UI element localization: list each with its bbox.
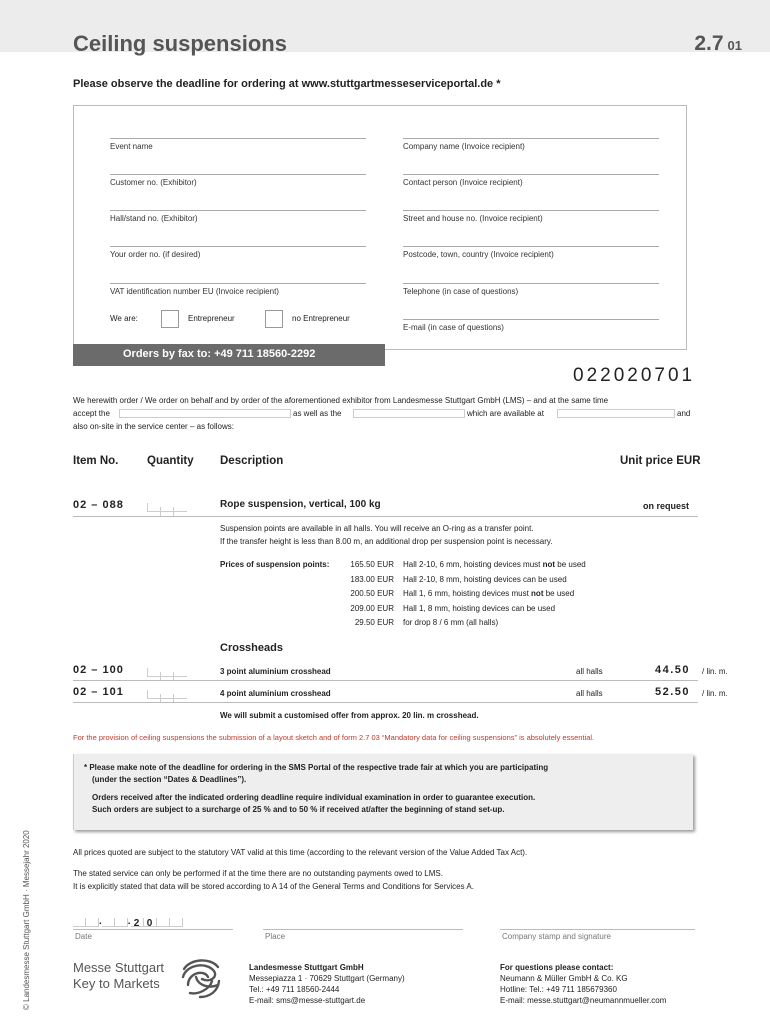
fax-bar: Orders by fax to: +49 711 18560-2292 <box>73 344 385 366</box>
copyright-side-text: © Landesmesse Stuttgart GmbH · Messejahr 2020 <box>22 830 31 1010</box>
terms-line-3: It is explicitly stated that data will be stored according to A 14 of the General Terms and Conditions for Services A. <box>73 882 474 891</box>
contact-title: For questions please contact: <box>500 963 614 972</box>
company-name-field[interactable]: Company name (Invoice recipient) <box>403 138 659 151</box>
quantity-input-3point[interactable] <box>147 668 187 677</box>
price-row <box>220 558 700 573</box>
price-desc-tail: be used <box>555 560 586 569</box>
rope-note-1: Suspension points are available in all halls. You will receive an O-ring as a transfer point. <box>220 524 534 533</box>
event-name-field[interactable]: Event name <box>110 138 366 151</box>
page-title: Ceiling suspensions <box>73 31 287 56</box>
lms-address <box>249 962 405 1006</box>
intro-accept: accept the <box>73 409 110 418</box>
col-unit-price: Unit price EUR <box>620 455 701 467</box>
quantity-input-4point[interactable] <box>147 690 187 699</box>
item-code-rope: 02 – 088 <box>73 499 124 511</box>
price-amount: 29.50 EUR <box>354 618 394 627</box>
telephone-field[interactable]: Telephone (in case of questions) <box>403 283 659 296</box>
date-label: Date <box>75 932 92 941</box>
stamp-line[interactable] <box>500 929 695 930</box>
entrepreneur-label: Entrepreneur <box>188 314 235 323</box>
divider <box>73 702 698 703</box>
price-desc-bold: not <box>542 560 556 569</box>
crossheads-title: Crossheads <box>220 642 283 654</box>
form-number <box>694 32 742 56</box>
contact-email: E-mail: messe.stuttgart@neumannmueller.com <box>500 996 667 1005</box>
place-label: Place <box>265 932 286 941</box>
form-number-main: 2.7 <box>694 32 724 55</box>
crosshead-offer: We will submit a customised offer from approx. 20 lin. m crosshead. <box>220 711 479 720</box>
notice-line-3: Orders received after the indicated ordering deadline require individual examination in order to guarantee execution. <box>92 793 536 802</box>
intro-line-2 <box>73 407 693 420</box>
contact-address <box>500 962 666 1006</box>
crosshead-3point-halls: all halls <box>576 667 603 676</box>
prices-label: Prices of suspension points: <box>220 560 330 569</box>
logo-line-1: Messe Stuttgart <box>73 960 165 975</box>
rope-note-2: If the transfer height is less than 8.00 m, an additional drop per suspension point is necessary. <box>220 537 553 546</box>
lms-phone: Tel.: +49 711 18560-2444 <box>249 985 340 994</box>
lms-email: E-mail: sms@messe-stuttgart.de <box>249 996 366 1005</box>
rope-notes <box>220 522 690 548</box>
crosshead-4point-halls: all halls <box>576 689 603 698</box>
deadline-notice: Please observe the deadline for ordering at www.stuttgartmesseserviceportal.de * <box>73 78 501 90</box>
item-code-4point: 02 – 101 <box>73 686 124 698</box>
contact-company: Neumann & Müller GmbH & Co. KG <box>500 974 628 983</box>
lms-street: Messepiazza 1 · 70629 Stuttgart (Germany) <box>249 974 405 983</box>
contact-hotline: Hotline: Tel.: +49 711 185679360 <box>500 985 617 994</box>
col-description: Description <box>220 455 284 467</box>
layout-sketch-note: For the provision of ceiling suspensions the submission of a layout sketch and of form 2.7 03 “Mandatory data for ceiling suspensions” is absolutely essential. <box>73 733 595 742</box>
lms-company: Landesmesse Stuttgart GmbH <box>249 963 364 972</box>
terms-blank-2[interactable] <box>353 409 465 418</box>
terms-line-1: All prices quoted are subject to the statutory VAT valid at this time (according to the relevant version of the Value Added Tax Act). <box>73 848 528 857</box>
form-code: 022020701 <box>573 365 696 386</box>
suspension-prices <box>220 558 700 631</box>
crosshead-4point-desc: 4 point aluminium crosshead <box>220 689 331 698</box>
price-desc: Hall 2-10, 8 mm, hoisting devices can be used <box>403 574 567 584</box>
year-digit-2: 0 <box>144 918 157 927</box>
intro-available: which are available at <box>467 409 544 418</box>
form-number-sub: 01 <box>727 38 742 53</box>
intro-line-1: We herewith order / We order on behalf and by order of the aforementioned exhibitor from Landesmesse Stuttgart GmbH (LMS) – and at the same time <box>73 396 609 405</box>
rope-description: Rope suspension, vertical, 100 kg <box>220 499 381 510</box>
entrepreneur-checkbox[interactable] <box>161 310 179 328</box>
price-amount: 165.50 EUR <box>350 560 394 569</box>
price-amount: 200.50 EUR <box>350 589 394 598</box>
postcode-field[interactable]: Postcode, town, country (Invoice recipient) <box>403 246 659 259</box>
price-desc-tail: be used <box>543 589 575 598</box>
divider <box>73 680 698 681</box>
col-quantity: Quantity <box>147 455 194 467</box>
street-field[interactable]: Street and house no. (Invoice recipient) <box>403 210 659 223</box>
crosshead-3point-price: 44.50 <box>655 664 691 676</box>
terms-text <box>73 846 713 893</box>
crosshead-3point-unit: / lin. m. <box>702 667 728 676</box>
hall-stand-field[interactable]: Hall/stand no. (Exhibitor) <box>110 210 366 223</box>
price-row <box>220 587 700 602</box>
order-no-field[interactable]: Your order no. (if desired) <box>110 246 366 259</box>
we-are-label: We are: <box>110 314 138 323</box>
col-item-no: Item No. <box>73 455 119 467</box>
year-digit-1: 2 <box>131 918 144 927</box>
terms-blank-1[interactable] <box>119 409 291 418</box>
email-field[interactable]: E-mail (in case of questions) <box>403 319 659 332</box>
notice-line-1: * Please make note of the deadline for ordering in the SMS Portal of the respective trade fair at which you are participating <box>84 763 549 772</box>
price-row <box>220 602 700 617</box>
price-amount: 183.00 EUR <box>350 574 394 584</box>
intro-and: and <box>677 409 691 418</box>
divider <box>73 516 698 517</box>
notice-line-2: (under the section “Dates & Deadlines”). <box>92 775 247 784</box>
item-code-3point: 02 – 100 <box>73 664 124 676</box>
fingerprint-logo-icon <box>180 955 222 999</box>
price-desc-bold: not <box>531 589 544 598</box>
price-amount: 209.00 EUR <box>350 603 394 613</box>
deadline-notice-box <box>73 754 693 830</box>
notice-line-4: Such orders are subject to a surcharge of 25 % and to 50 % if received at/after the beginning of stand set-up. <box>92 805 505 814</box>
stamp-label: Company stamp and signature <box>502 932 611 941</box>
crosshead-4point-price: 52.50 <box>655 686 691 698</box>
price-desc-text: Hall 2-10, 6 mm, hoisting devices must <box>403 560 543 569</box>
logo-line-2: Key to Markets <box>73 976 160 991</box>
divider <box>73 929 233 930</box>
customer-no-field[interactable]: Customer no. (Exhibitor) <box>110 174 366 187</box>
price-desc: for drop 8 / 6 mm (all halls) <box>403 618 499 627</box>
terms-line-2: The stated service can only be performed if at the time there are no outstanding payments owed to LMS. <box>73 869 443 878</box>
price-desc: Hall 1, 8 mm, hoisting devices can be used <box>403 603 556 613</box>
company-logo-text <box>73 960 164 992</box>
terms-blank-3[interactable] <box>557 409 675 418</box>
price-desc <box>403 558 586 573</box>
crosshead-3point-desc: 3 point aluminium crosshead <box>220 667 331 676</box>
crosshead-4point-unit: / lin. m. <box>702 689 728 698</box>
intro-as-well: as well as the <box>293 409 342 418</box>
place-line[interactable] <box>263 929 463 930</box>
vat-id-field[interactable]: VAT identification number EU (Invoice recipient) <box>110 283 366 296</box>
date-input[interactable]: . . 2 0 <box>73 916 183 927</box>
quantity-input-rope[interactable] <box>147 503 187 512</box>
contact-person-field[interactable]: Contact person (Invoice recipient) <box>403 174 659 187</box>
rope-price: on request <box>643 501 690 511</box>
intro-line-3: also on-site in the service center – as follows: <box>73 422 234 431</box>
price-desc-text: Hall 1, 6 mm, hoisting devices must <box>403 589 532 598</box>
intro-text <box>73 394 693 433</box>
no-entrepreneur-checkbox[interactable] <box>265 310 283 328</box>
no-entrepreneur-label: no Entrepreneur <box>292 314 350 323</box>
price-row <box>220 573 700 588</box>
price-row <box>220 616 700 631</box>
price-desc <box>403 587 574 602</box>
